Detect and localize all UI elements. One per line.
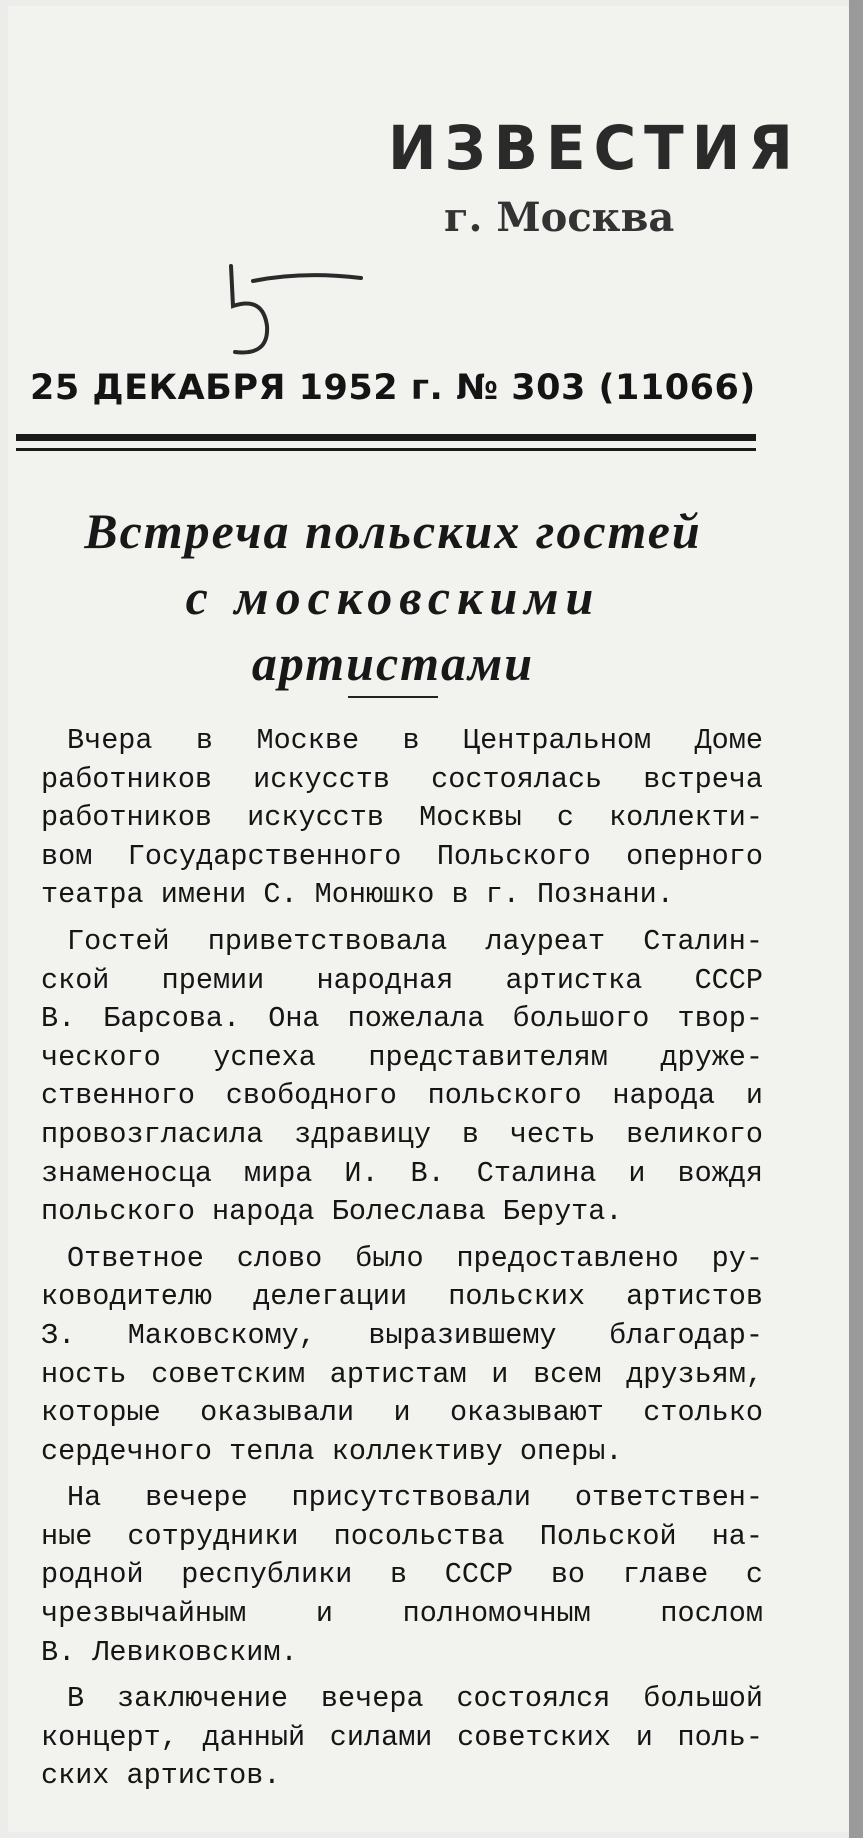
headline-underline	[348, 696, 438, 698]
newspaper-clipping	[8, 6, 850, 1832]
text-line: В заключение вечера состоялся большой	[67, 1682, 763, 1716]
text-line: ность советским артистам и всем друзьям,	[41, 1357, 763, 1391]
text-line: родной республики в СССР во главе с	[41, 1558, 763, 1592]
headline-line: Встреча польских гостей	[84, 503, 702, 559]
handwritten-mark	[223, 256, 363, 366]
text-line: польского народа Болеслава Берута.	[41, 1195, 623, 1229]
text-line: З. Маковскому, выразившему благодар-	[41, 1318, 763, 1352]
text-line: ные сотрудники посольства Польской на-	[41, 1519, 763, 1553]
text-line: В. Барсова. Она пожелала большого твор-	[41, 1002, 763, 1036]
headline-line: артистами	[251, 635, 535, 691]
text-line: Гостей приветствовала лауреат Сталин-	[67, 924, 763, 958]
text-line: ских артистов.	[41, 1759, 281, 1793]
masthead-stamp: ИЗВЕСТИЯ	[388, 112, 801, 184]
masthead-city: г. Москва	[444, 194, 675, 241]
text-line: На вечере присутствовали ответствен-	[67, 1481, 763, 1515]
text-line: Ответное слово было предоставлено ру-	[67, 1241, 763, 1275]
text-line: ственного свободного польского народа и	[41, 1079, 763, 1113]
text-line: провозгласила здравицу в честь великого	[41, 1117, 763, 1151]
issue-dateline: 25 ДЕКАБРЯ 1952 г. № 303 (11066)	[30, 368, 756, 408]
text-line: чрезвычайным и полномочным послом	[41, 1597, 763, 1631]
text-line: В. Левиковским.	[41, 1635, 298, 1669]
text-line: знаменосца мира И. В. Сталина и вождя	[41, 1156, 763, 1190]
article-body	[41, 722, 763, 1796]
text-line: работников искусств Москвы с коллекти-	[41, 801, 763, 835]
text-line: театра имени С. Монюшко в г. Познани.	[41, 878, 674, 912]
article-headline	[28, 498, 758, 696]
text-line: сердечного тепла коллективу оперы.	[41, 1434, 623, 1468]
scan-edge	[849, 0, 863, 1838]
text-line: ческого успеха представителям друже-	[41, 1040, 763, 1074]
divider-rule-thin	[16, 448, 756, 451]
text-line: которые оказывали и оказывают столько	[41, 1396, 763, 1430]
text-line: Вчера в Москве в Центральном Доме	[67, 724, 763, 757]
text-line: ской премии народная артистка СССР	[41, 963, 763, 997]
text-line: ководителю делегации польских артистов	[41, 1280, 763, 1314]
text-line: концерт, данный силами советских и поль-	[41, 1720, 763, 1754]
headline-line: с московскими	[185, 569, 601, 625]
divider-rule	[16, 434, 756, 441]
text-line: вом Государственного Польского оперного	[41, 839, 763, 873]
text-line: работников искусств состоялась встреча	[41, 762, 763, 796]
